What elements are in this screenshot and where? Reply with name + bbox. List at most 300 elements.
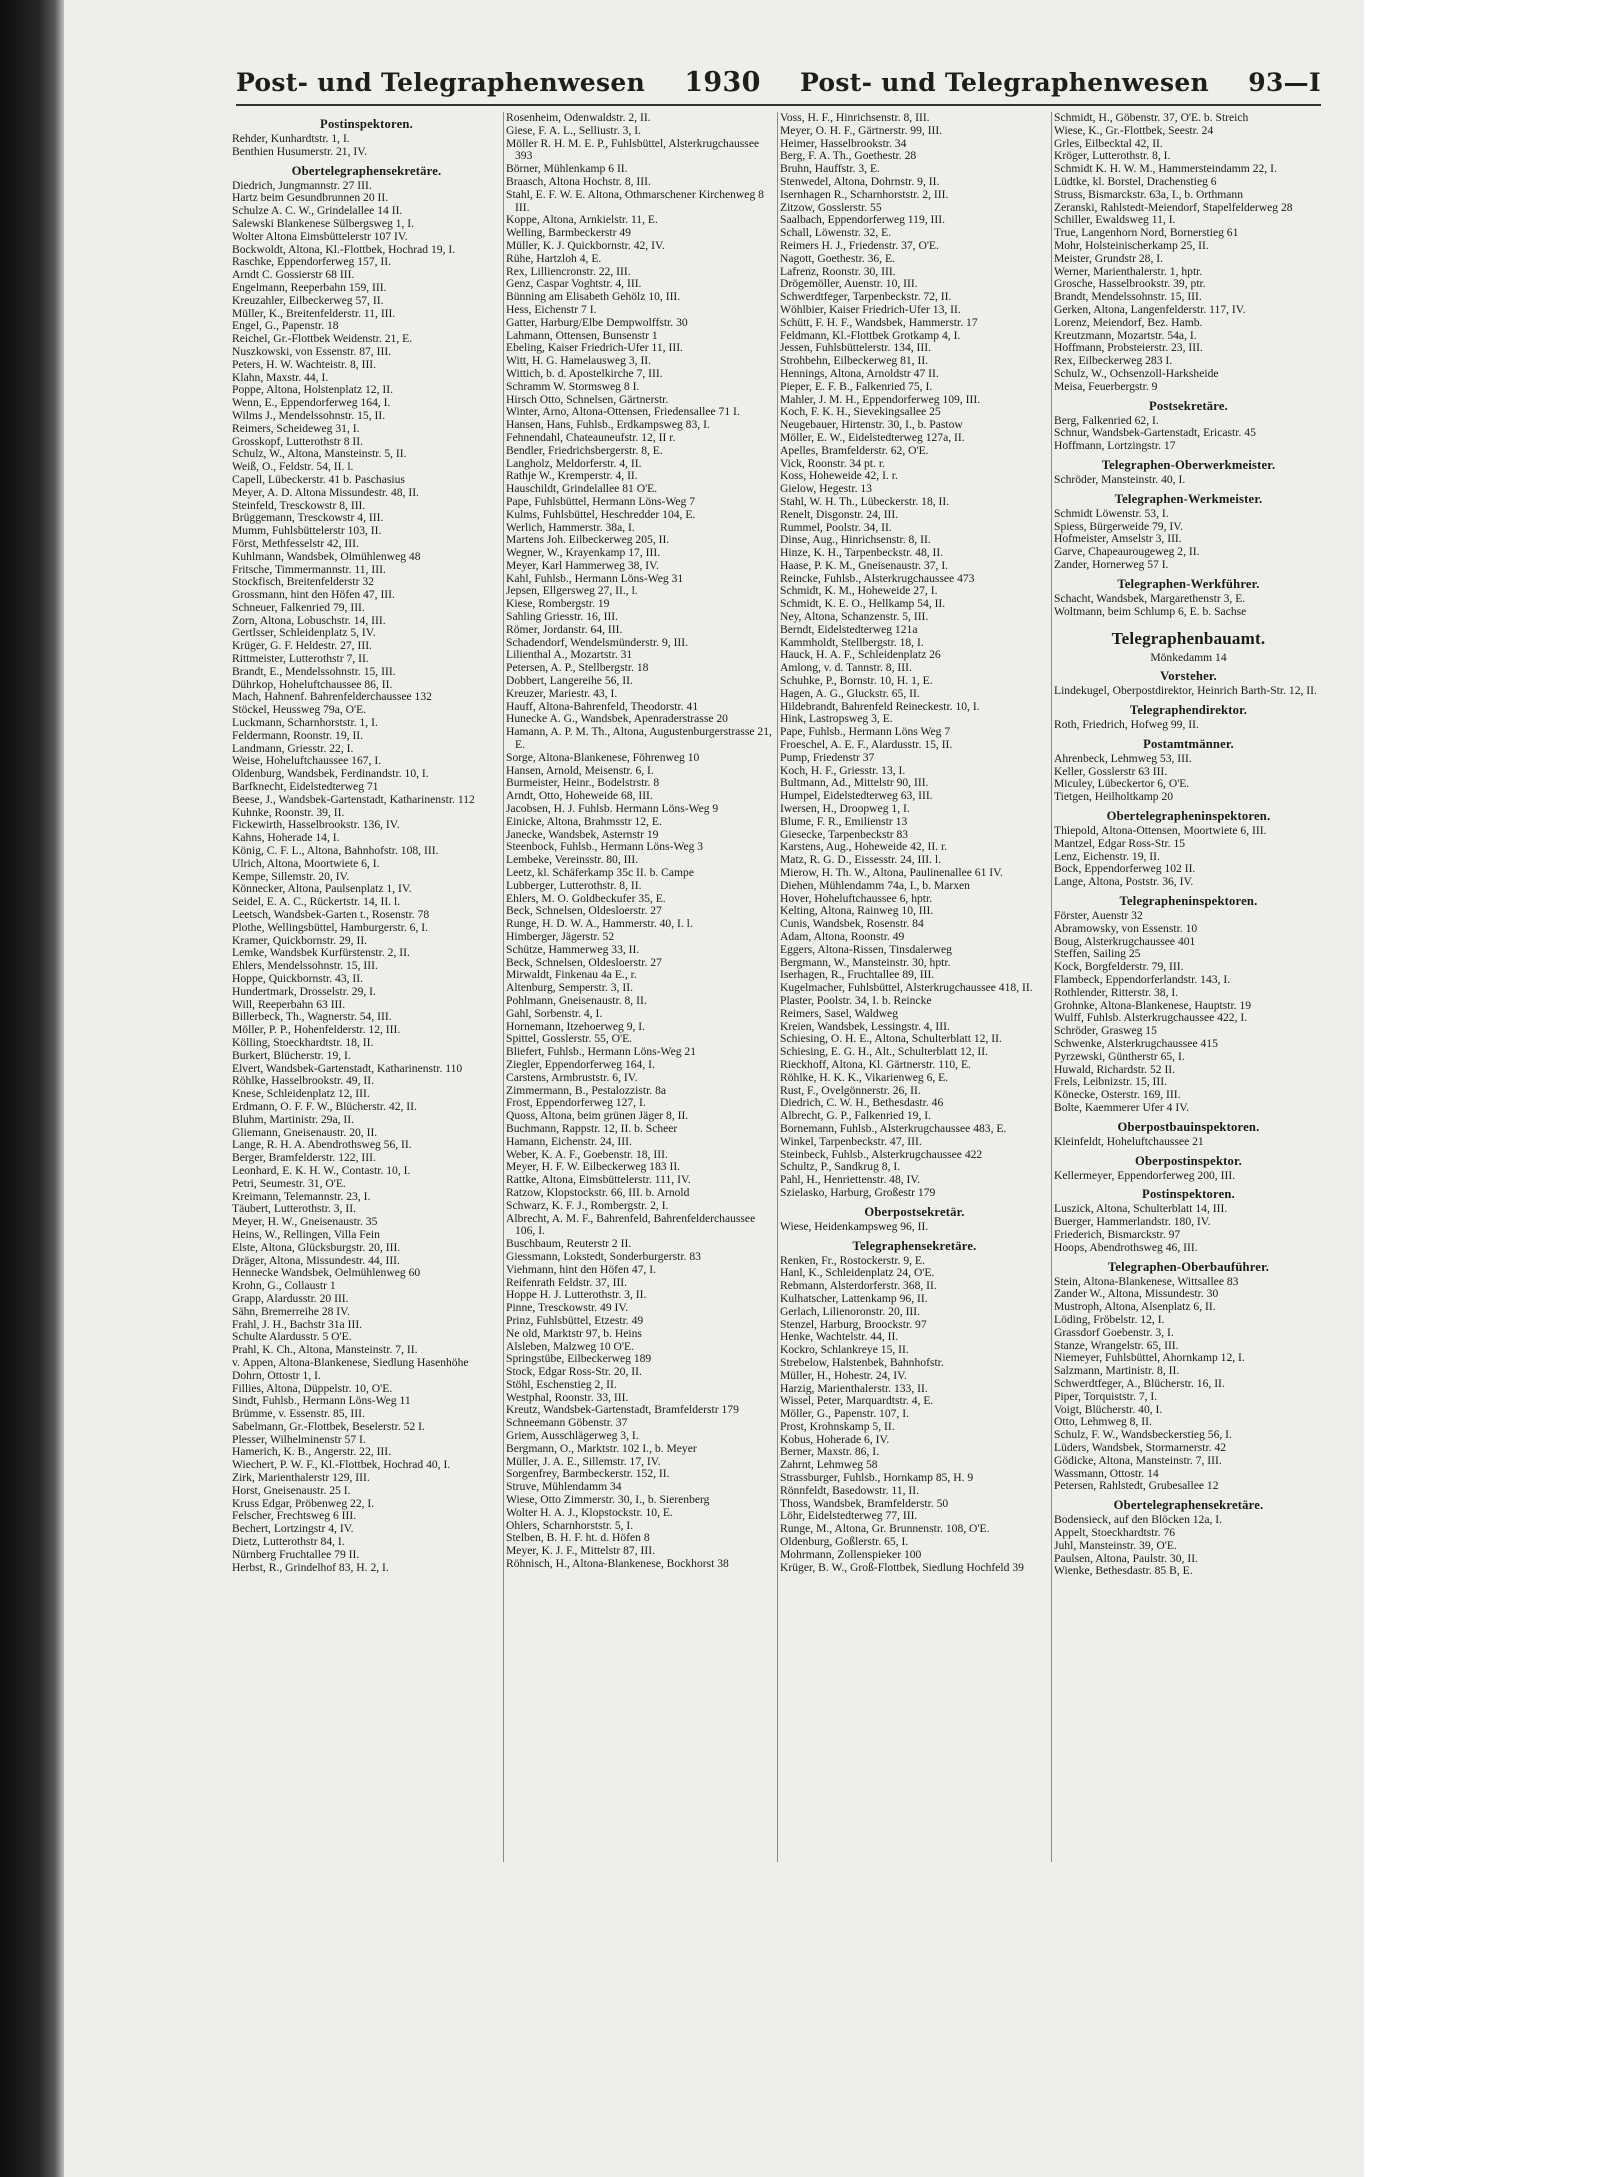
directory-entry: Berndt, Eidelstedterweg 121a (780, 622, 918, 636)
directory-entry: Reimers, Scheideweg 31, I. (232, 421, 360, 435)
directory-entry: Schadendorf, Wendelsmünderstr. 9, III. (506, 635, 689, 649)
directory-entry: Lange, R. H. A. Abendrothsweg 56, II. (232, 1138, 412, 1152)
directory-entry: Kockro, Schlankreye 15, II. (780, 1343, 909, 1357)
directory-entry: Börner, Mühlenkamp 6 II. (506, 162, 628, 176)
directory-entry: Strassburger, Fuhlsb., Hornkamp 85, H. 9 (780, 1471, 974, 1485)
directory-entry: Bruhn, Hauffstr. 3, E. (780, 162, 880, 176)
directory-entry: Renelt, Disgonstr. 24, III. (780, 507, 899, 521)
directory-entry: Oldenburg, Goßlerstr. 65, I. (780, 1535, 909, 1549)
directory-entry: Stöhl, Eschenstieg 2, II. (506, 1377, 617, 1391)
directory-entry: Beese, J., Wandsbek-Gartenstadt, Katharinenstr. 112 (232, 792, 475, 806)
directory-entry: Giessmann, Lokstedt, Sonderburgerstr. 83 (506, 1249, 701, 1263)
directory-entry: Hoppe, Quickbornstr. 43, II. (232, 972, 364, 985)
directory-entry: Brümme, v. Essenstr. 85, III. (232, 1407, 365, 1421)
directory-entry: Krohn, G., Collaustr 1 (232, 1279, 336, 1293)
directory-entry: Stockfisch, Breitenfelderstr 32 (232, 575, 374, 589)
directory-entry: Prahl, K. Ch., Altona, Mansteinstr. 7, II. (232, 1343, 418, 1357)
directory-entry: Hamerich, K. B., Angerstr. 22, III. (232, 1445, 392, 1459)
directory-entry: Nagott, Goethestr. 36, E. (780, 251, 895, 265)
directory-entry: Reifenrath Feldstr. 37, III. (506, 1275, 628, 1289)
directory-entry: Plothe, Wellingsbüttel, Hamburgerstr. 6, I. (232, 920, 429, 934)
directory-entry: Hink, Lastropsweg 3, E. (780, 712, 893, 726)
directory-entry: Meyer, K. J. F., Mittelstr 87, III. (506, 1544, 655, 1558)
directory-entry: Giesecke, Tarpenbeckstr 83 (780, 827, 909, 841)
directory-entry: Schmidt, H., Göbenstr. 37, O'E. b. Streich (1054, 112, 1249, 124)
directory-entry: Friederich, Bismarckstr. 97 (1054, 1228, 1181, 1241)
directory-entry: Rehder, Kunhardtstr. 1, I. (232, 132, 350, 145)
directory-entry: Werlich, Hammerstr. 38a, I. (506, 520, 635, 534)
directory-entry: Bluhm, Martinistr. 29a, II. (232, 1112, 355, 1126)
directory-entry: Wenn, E., Eppendorferweg 164, I. (232, 396, 391, 410)
directory-entry: Koppe, Altona, Arnkielstr. 11, E. (506, 213, 658, 227)
office-address: Mönkedamm 14 (1150, 651, 1227, 665)
directory-entry: Schröder, Mansteinstr. 40, I. (1054, 472, 1186, 486)
directory-entry: Grosche, Hasselbrookstr. 39, ptr. (1054, 277, 1206, 291)
directory-entry: Kreutz, Wandsbek-Gartenstadt, Bramfelderstr 179 (506, 1403, 739, 1417)
directory-entry: Tietgen, Heilholtkamp 20 (1054, 790, 1174, 804)
directory-entry: Giese, F. A. L., Selliustr. 3, I. (506, 123, 641, 137)
directory-entry: Pape, Fuhlsbüttel, Hermann Löns-Weg 7 (506, 494, 696, 508)
directory-entry: Löhr, Eidelstedterweg 77, III. (780, 1509, 918, 1523)
directory-entry: Appelt, Stoeckhardtstr. 76 (1054, 1525, 1176, 1539)
directory-entry: Gerken, Altona, Langenfelderstr. 117, IV. (1054, 302, 1246, 316)
directory-entry: Steenbock, Fuhlsb., Hermann Löns-Weg 3 (506, 840, 704, 854)
directory-entry: Kröger, Lutterothstr. 8, I. (1054, 149, 1171, 163)
directory-entry: Voss, H. F., Hinrichsenstr. 8, III. (780, 112, 930, 124)
directory-entry: Koch, H. F., Griesstr. 13, I. (780, 763, 906, 777)
directory-entry: Stanze, Wrangelstr. 65, III. (1054, 1338, 1179, 1352)
book-binding-edge (0, 0, 64, 2177)
directory-entry: Kramer, Quickbornstr. 29, II. (232, 933, 368, 947)
directory-entry: Leetz, kl. Schäferkamp 35c II. b. Campe (506, 866, 695, 880)
section-heading: Obertelegrapheninspektoren. (1106, 809, 1271, 824)
section-heading: Obertelegraphensekretäre. (1113, 1498, 1264, 1513)
directory-entry: Hagen, A. G., Gluckstr. 65, II. (780, 686, 920, 700)
directory-entry: Runge, H. D. W. A., Hammerstr. 40, I. l. (506, 917, 693, 931)
directory-entry: Ratzow, Klopstockstr. 66, III. b. Arnold (506, 1185, 690, 1199)
directory-column-3 (780, 112, 1049, 1867)
directory-entry: Stelben, B. H. F. ht. d. Höfen 8 (506, 1531, 650, 1545)
directory-entry: Apelles, Bramfelderstr. 62, O'E. (780, 443, 929, 457)
directory-entry: Engel, G., Papenstr. 18 (232, 319, 339, 333)
directory-entry: Viehmann, hint den Höfen 47, I. (506, 1262, 656, 1276)
directory-entry: Winter, Arno, Altona-Ottensen, Friedensallee 71 I. (506, 405, 740, 419)
directory-entry: Wittich, b. d. Apostelkirche 7, III. (506, 366, 663, 380)
directory-entry: Gahl, Sorbenstr. 4, I. (506, 1006, 603, 1020)
directory-entry: Knese, Schleidenplatz 12, III. (232, 1087, 370, 1101)
directory-entry: Billerbeck, Th., Wagnerstr. 54, III. (232, 1010, 392, 1024)
directory-entry: Prinz, Fuhlsbüttel, Etzestr. 49 (506, 1313, 644, 1327)
directory-entry: Schall, Löwenstr. 32, E. (780, 226, 892, 240)
directory-entry: Reincke, Fuhlsb., Alsterkrugchaussee 473 (780, 571, 975, 585)
directory-entry: Ebeling, Kaiser Friedrich-Ufer 11, III. (506, 341, 683, 355)
directory-entry: Horst, Gneisenaustr. 25 I. (232, 1483, 351, 1497)
directory-entry: Salzmann, Martinistr. 8, II. (1054, 1364, 1180, 1378)
directory-entry: Buerger, Hammerlandstr. 180, IV. (1054, 1215, 1211, 1229)
directory-entry: Hartz beim Gesundbrunnen 20 II. (232, 191, 389, 205)
directory-entry: Ehlers, Mendelssohnstr. 15, III. (232, 959, 378, 973)
directory-entry: Sindt, Fuhlsb., Hermann Löns-Weg 11 (232, 1394, 411, 1408)
directory-entry: Dräger, Altona, Missundestr. 44, III. (232, 1253, 400, 1267)
directory-entry: Bolte, Kaemmerer Ufer 4 IV. (1054, 1101, 1189, 1115)
directory-entry: Hanl, K., Schleidenplatz 24, O'E. (780, 1266, 935, 1280)
directory-entry: Luckmann, Scharnhorststr. 1, I. (232, 716, 378, 730)
directory-entry: Mohrmann, Zollenspieker 100 (780, 1547, 922, 1561)
directory-entry: Wulff, Fuhlsb. Alsterkrugchaussee 422, I. (1054, 1011, 1248, 1025)
directory-entry: Frahl, J. H., Bachstr 31a III. (232, 1317, 363, 1331)
directory-entry: Weise, Hoheluftchaussee 167, I. (232, 754, 382, 768)
section-heading: Oberpostsekretär. (864, 1204, 965, 1219)
directory-entry: Froeschel, A. E. F., Alardusstr. 15, II. (780, 738, 953, 752)
directory-entry: Burkert, Blücherstr. 19, I. (232, 1048, 351, 1062)
directory-entry: Bendler, Friedrichsbergerstr. 8, E. (506, 443, 663, 457)
section-heading: Vorsteher. (1160, 669, 1217, 684)
directory-entry: Voigt, Blücherstr. 40, I. (1054, 1402, 1163, 1416)
directory-entry: Schneuer, Falkenried 79, III. (232, 600, 365, 614)
directory-entry: Zimmermann, B., Pestalozzistr. 8a (506, 1083, 667, 1097)
directory-entry: Schiller, Ewaldsweg 11, I. (1054, 213, 1176, 227)
directory-entry: Lembeke, Vereinsstr. 80, III. (506, 853, 639, 867)
directory-entry: Röhlke, H. K. K., Vikarienweg 6, E. (780, 1070, 949, 1084)
directory-entry: Albrecht, A. M. F., Bahrenfeld, Bahrenfelderchaussee 106, I. (506, 1211, 756, 1238)
directory-entry: Rex, Lilliencronstr. 22, III. (506, 264, 631, 278)
directory-entry: Schulz, F. W., Wandsbeckerstieg 56, I. (1054, 1428, 1232, 1442)
directory-entry: Huwald, Richardstr. 52 II. (1054, 1062, 1176, 1076)
directory-entry: Müller, K., Breitenfelderstr. 11, III. (232, 306, 396, 320)
directory-entry: Berg, Falkenried 62, I. (1054, 413, 1159, 427)
directory-entry: Herbst, R., Grindelhof 83, H. 2, I. (232, 1560, 389, 1574)
directory-entry: Zander, Hornerweg 57 I. (1054, 557, 1169, 571)
directory-entry: Meyer, O. H. F., Gärtnerstr. 99, III. (780, 123, 943, 137)
directory-entry: v. Appen, Altona-Blankenese, Siedlung Hasenhöhe (232, 1355, 469, 1369)
directory-entry: Weber, K. A. F., Goebenstr. 18, III. (506, 1147, 668, 1161)
directory-entry: Abramowsky, von Essenstr. 10 (1054, 921, 1198, 935)
directory-entry: Schiesing, O. H. E., Altona, Schulterblatt 12, II. (780, 1032, 1002, 1046)
directory-entry: Plaster, Poolstr. 34, I. b. Reincke (780, 993, 932, 1007)
directory-entry: Schwenke, Alsterkrugchaussee 415 (1054, 1037, 1218, 1051)
directory-entry: Reichel, Gr.-Flottbek Weidenstr. 21, E. (232, 332, 413, 346)
directory-columns (232, 112, 1327, 1867)
directory-entry: Carstens, Armbruststr. 6, IV. (506, 1070, 638, 1084)
directory-entry: Bliefert, Fuhlsb., Hermann Löns-Weg 21 (506, 1045, 697, 1059)
directory-column-4 (1054, 112, 1323, 1867)
directory-entry: Kahns, Hoherade 14, I. (232, 831, 340, 845)
directory-entry: Rothlender, Ritterstr. 38, I. (1054, 985, 1179, 999)
directory-entry: Ulrich, Altona, Moortwiete 6, I. (232, 856, 380, 870)
directory-entry: Gödicke, Altona, Mansteinstr. 7, III. (1054, 1453, 1222, 1467)
directory-entry: Schmidt, K. M., Hoheweide 27, I. (780, 584, 938, 598)
directory-entry: Kreutzmann, Mozartstr. 54a, I. (1054, 328, 1197, 342)
directory-entry: Garve, Chapeaurougeweg 2, II. (1054, 545, 1200, 559)
directory-entry: Stenwedel, Altona, Dohrnstr. 9, II. (780, 174, 940, 188)
section-heading: Oberpostinspektor. (1134, 1153, 1243, 1168)
directory-column-2 (506, 112, 775, 1867)
directory-entry: Schulte Alardusstr. 5 O'E. (232, 1330, 352, 1344)
directory-entry: Lorenz, Meiendorf, Bez. Hamb. (1054, 315, 1203, 329)
directory-entry: Petersen, A. P., Stellbergstr. 18 (506, 661, 649, 675)
directory-entry: Landmann, Griesstr. 22, I. (232, 741, 354, 755)
directory-entry: Stahl, W. H. Th., Lübeckerstr. 18, II. (780, 494, 950, 508)
directory-entry: Renken, Fr., Rostockerstr. 9, E. (780, 1253, 925, 1267)
directory-entry: Kreuzer, Mariestr. 43, I. (506, 686, 618, 700)
directory-entry: Rühe, Hartzloh 4, E. (506, 251, 602, 265)
directory-entry: Mierow, H. Th. W., Altona, Paulinenallee 61 IV. (780, 866, 1003, 880)
directory-entry: Mohr, Holsteinischerkamp 25, II. (1054, 238, 1209, 252)
directory-entry: Hess, Eichenstr 7 I. (506, 302, 597, 316)
directory-entry: Heins, W., Rellingen, Villa Fein (232, 1227, 380, 1241)
directory-entry: Hornemann, Itzehoerweg 9, I. (506, 1019, 646, 1033)
directory-entry: Martens Joh. Eilbeckerweg 205, II. (506, 533, 670, 547)
directory-entry: Rummel, Poolstr. 34, II. (780, 520, 892, 534)
directory-entry: Diehen, Mühlendamm 74a, I., b. Marxen (780, 878, 970, 892)
directory-entry: Grosskopf, Lutterothstr 8 II. (232, 434, 364, 448)
directory-entry: Grossmann, hint den Höfen 47, III. (232, 588, 395, 602)
directory-entry: Brüggemann, Tresckowstr 4, III. (232, 511, 384, 525)
directory-entry: Wöhlbier, Kaiser Friedrich-Ufer 13, II. (780, 302, 961, 316)
directory-entry: Krüger, B. W., Groß-Flottbek, Siedlung Hochfeld 39 (780, 1560, 1024, 1574)
directory-entry: Pinne, Tresckowstr. 49 IV. (506, 1301, 629, 1315)
directory-entry: Elvert, Wandsbek-Gartenstadt, Katharinenstr. 110 (232, 1061, 463, 1075)
directory-column-1 (232, 112, 501, 1867)
directory-entry: Pahl, H., Henriettenstr. 48, IV. (780, 1173, 921, 1187)
directory-entry: Dobbert, Langereihe 56, II. (506, 674, 633, 688)
directory-entry: Barfknecht, Eidelstedterweg 71 (232, 780, 379, 794)
directory-entry: Gerlach, Lilienoronstr. 20, III. (780, 1304, 921, 1318)
directory-entry: Harzig, Marienthalerstr. 133, II. (780, 1381, 928, 1395)
directory-entry: Petersen, Rahlstedt, Grubesallee 12 (1054, 1479, 1219, 1493)
directory-entry: Täubert, Lutterothstr. 3, II. (232, 1202, 356, 1216)
directory-entry: Meyer, A. D. Altona Missundestr. 48, II. (232, 485, 419, 499)
directory-entry: Grassdorf Goebenstr. 3, I. (1054, 1325, 1174, 1339)
directory-entry: Iserhagen, R., Fruchtallee 89, III. (780, 968, 935, 982)
section-heading: Oberpostbauinspektoren. (1117, 1119, 1260, 1134)
directory-entry: Piper, Torquiststr. 7, I. (1054, 1389, 1158, 1403)
office-heading: Telegraphenbauamt. (1111, 629, 1266, 649)
directory-entry: Wassmann, Ottostr. 14 (1054, 1466, 1159, 1480)
directory-entry: Rathje W., Kremperstr. 4, II. (506, 469, 638, 483)
directory-entry: Grohnke, Altona-Blankenese, Hauptstr. 19 (1054, 998, 1252, 1012)
directory-entry: Fickewirth, Hasselbrookstr. 136, IV. (232, 818, 400, 832)
directory-entry: Einicke, Altona, Brahmsstr 12, E. (506, 814, 662, 828)
directory-entry: Reimers H. J., Friedenstr. 37, O'E. (780, 238, 939, 252)
directory-entry: Zander W., Altona, Missundestr. 30 (1054, 1287, 1219, 1301)
directory-entry: Wiechert, P. W. F., Kl.-Flottbek, Hochrad 40, I. (232, 1458, 451, 1472)
directory-entry: Kuhnke, Roonstr. 39, II. (232, 805, 345, 819)
directory-entry: Boug, Alsterkrugchaussee 401 (1054, 934, 1196, 948)
directory-entry: Kreimann, Telemannstr. 23, I. (232, 1189, 371, 1203)
directory-entry: Elste, Altona, Glücksburgstr. 20, III. (232, 1240, 401, 1254)
directory-entry: Blume, F. R., Emilienstr 13 (780, 814, 908, 828)
directory-entry: Sorge, Altona-Blankenese, Föhrenweg 10 (506, 750, 700, 764)
directory-entry: Först, Methfesselstr 42, III. (232, 536, 359, 550)
directory-entry: Röhnisch, H., Altona-Blankenese, Bockhorst 38 (506, 1557, 729, 1571)
directory-entry: Lemke, Wandsbek Kurfürstenstr. 2, II. (232, 946, 410, 960)
directory-entry: Fritsche, Timmermannstr. 11, III. (232, 562, 386, 576)
directory-entry: Hofmeister, Amselstr 3, III. (1054, 532, 1182, 546)
directory-entry: Paulsen, Altona, Paulstr. 30, II. (1054, 1551, 1198, 1565)
directory-entry: Capell, Lübeckerstr. 41 b. Paschasius (232, 472, 405, 486)
directory-entry: Gielow, Hegestr. 13 (780, 482, 872, 496)
directory-entry: Bultmann, Ad., Mittelstr 90, III. (780, 776, 929, 790)
column-divider (1051, 112, 1052, 1862)
directory-entry: Hildebrandt, Bahrenfeld Reineckestr. 10, I. (780, 699, 980, 713)
directory-entry: Mantzel, Edgar Ross-Str. 15 (1054, 836, 1186, 850)
directory-entry: Kreuzahler, Eilbeckerweg 57, II. (232, 293, 384, 307)
directory-entry: Engelmann, Reeperbahn 159, III. (232, 280, 387, 294)
directory-entry: Juhl, Mansteinstr. 39, O'E. (1054, 1538, 1177, 1552)
directory-entry: Mirwaldt, Finkenau 4a E., r. (506, 968, 637, 982)
directory-entry: Berg, F. A. Th., Goethestr. 28 (780, 149, 917, 163)
directory-entry: Wilms J., Mendelssohnstr. 15, II. (232, 408, 386, 422)
directory-entry: Arndt, Otto, Hoheweide 68, III. (506, 789, 653, 803)
directory-entry: Lenz, Eichenstr. 19, II. (1054, 849, 1160, 863)
directory-entry: Wolter H. A. J., Klopstockstr. 10, E. (506, 1505, 673, 1519)
directory-entry: Bornemann, Fuhlsb., Alsterkrugchaussee 483, E. (780, 1121, 1007, 1135)
directory-entry: Könnecker, Altona, Paulsenplatz 1, IV. (232, 882, 412, 896)
directory-entry: Flambeck, Eppendorferlandstr. 143, I. (1054, 973, 1231, 987)
section-heading: Postamtmänner. (1143, 736, 1234, 751)
directory-entry: Hauschildt, Grindelallee 81 O'E. (506, 482, 658, 496)
directory-entry: Strohbehn, Eilbeckerweg 81, II. (780, 354, 929, 368)
directory-entry: Stein, Altona-Blankenese, Wittsallee 83 (1054, 1274, 1239, 1288)
directory-entry: Schultz, P., Sandkrug 8, I. (780, 1160, 901, 1174)
section-heading: Telegraphen-Oberwerkmeister. (1101, 457, 1276, 472)
directory-entry: Frels, Leibnizstr. 15, III. (1054, 1075, 1168, 1089)
directory-entry: Thoss, Wandsbek, Bramfelderstr. 50 (780, 1496, 949, 1510)
directory-entry: Neugebauer, Hirtenstr. 30, I., b. Pastow (780, 418, 963, 432)
directory-entry: Pump, Friedenstr 37 (780, 750, 875, 764)
section-heading: Postsekretäre. (1149, 398, 1228, 413)
directory-entry: Brandt, Mendelssohnstr. 15, III. (1054, 290, 1202, 304)
directory-entry: Petri, Seumestr. 31, O'E. (232, 1176, 346, 1190)
directory-entry: Möller R. H. M. E. P., Fuhlsbüttel, Alsterkrugchaussee 393 (506, 136, 760, 163)
directory-entry: Berner, Maxstr. 86, I. (780, 1445, 880, 1459)
directory-entry: Zorn, Altona, Lobuschstr. 14, III. (232, 613, 386, 627)
directory-entry: Sorgenfrey, Barmbeckerstr. 152, II. (506, 1467, 670, 1481)
directory-entry: Haase, P. K. M., Gneisenaustr. 37, I. (780, 558, 949, 572)
directory-entry: Salewski Blankenese Sülbergsweg 1, I. (232, 216, 415, 230)
directory-entry: Meister, Grundstr 28, I. (1054, 251, 1164, 265)
directory-entry: Steffen, Sailing 25 (1054, 947, 1141, 961)
directory-entry: Kulhatscher, Lattenkamp 96, II. (780, 1291, 928, 1305)
directory-entry: Cunis, Wandsbek, Rosenstr. 84 (780, 917, 924, 931)
directory-entry: Henke, Wachtelstr. 44, II. (780, 1330, 899, 1344)
directory-entry: Lüders, Wandsbek, Stormarnerstr. 42 (1054, 1440, 1227, 1454)
directory-entry: Kempe, Sillemstr. 20, IV. (232, 869, 350, 883)
directory-entry: Himberger, Jägerstr. 52 (506, 930, 615, 943)
directory-entry: Rust, F., Ovelgönnerstr. 26, II. (780, 1083, 921, 1097)
directory-entry: Kruss Edgar, Pröbenweg 22, I. (232, 1496, 375, 1510)
directory-entry: Humpel, Eidelstedterweg 63, III. (780, 789, 933, 803)
directory-entry: Zeranski, Rahlstedt-Meiendorf, Stapelfelderweg 28 (1054, 200, 1293, 214)
directory-entry: Ziegler, Eppendorferweg 164, I. (506, 1057, 655, 1071)
directory-entry: Lange, Altona, Poststr. 36, IV. (1054, 875, 1194, 889)
directory-entry: Dohrn, Ottostr 1, I. (232, 1368, 321, 1382)
directory-entry: Lafrenz, Roonstr. 30, III. (780, 264, 896, 278)
directory-entry: Mustroph, Altona, Alsenplatz 6, II. (1054, 1300, 1216, 1314)
directory-entry: Zirk, Marienthalerstr 129, III. (232, 1471, 370, 1485)
directory-entry: Kugelmacher, Fuhlsbüttel, Alsterkrugchaussee 418, II. (780, 981, 1033, 995)
directory-entry: Burmeister, Heinr., Bodelstrstr. 8 (506, 776, 660, 790)
directory-entry: Röhlke, Hasselbrookstr. 49, II. (232, 1074, 375, 1088)
directory-entry: Ne old, Marktstr 97, b. Heins (506, 1326, 642, 1340)
directory-entry: Griem, Ausschlägerweg 3, I. (506, 1429, 639, 1443)
directory-entry: Steinfeld, Tresckowstr 8, III. (232, 498, 366, 512)
directory-entry: Niemeyer, Fuhlsbüttel, Ahornkamp 12, I. (1054, 1351, 1245, 1365)
directory-entry: Sabelmann, Gr.-Flottbek, Beselerstr. 52 I. (232, 1419, 425, 1433)
directory-entry: Seidel, E. A. C., Rückertstr. 14, II. l. (232, 895, 401, 909)
directory-entry: Rebmann, Alsterdorferstr. 368, II. (780, 1279, 937, 1293)
directory-entry: Meyer, H. F. W. Eilbeckerweg 183 II. (506, 1160, 681, 1174)
directory-entry: Grles, Eilbecktal 42, II. (1054, 136, 1163, 150)
directory-entry: Schiesing, E. G. H., Alt., Schulterblatt 12, II. (780, 1045, 989, 1059)
directory-entry: Diedrich, Jungmannstr. 27 III. (232, 178, 372, 192)
directory-entry: Schmidt, K. E. O., Hellkamp 54, II. (780, 597, 946, 611)
directory-entry: Leetsch, Wandsbek-Garten t., Rosenstr. 78 (232, 908, 430, 922)
directory-entry: Strebelow, Halstenbek, Bahnhofstr. (780, 1355, 944, 1369)
directory-entry: Plesser, Wilhelminenstr 57 I. (232, 1432, 366, 1446)
directory-entry: Springstübe, Eilbeckerweg 189 (506, 1352, 652, 1366)
column-divider (503, 112, 504, 1862)
directory-entry: Welling, Barmbeckerstr 49 (506, 226, 631, 240)
directory-entry: Schuhke, P., Bornstr. 10, H. 1, E. (780, 674, 933, 688)
directory-entry: Klahn, Maxstr. 44, I. (232, 370, 329, 384)
directory-entry: Zahrnt, Lehmweg 58 (780, 1458, 878, 1472)
directory-entry: Müller, H., Hohestr. 24, IV. (780, 1368, 907, 1382)
directory-entry: Spittel, Gosslerstr. 55, O'E. (506, 1032, 633, 1046)
directory-entry: Leonhard, E. K. H. W., Contastr. 10, I. (232, 1163, 411, 1177)
section-heading: Postinspektoren. (1142, 1187, 1235, 1202)
directory-entry: Jacobsen, H. J. Fuhlsb. Hermann Löns-Weg 9 (506, 802, 719, 816)
directory-entry: Stenzel, Harburg, Broockstr. 97 (780, 1317, 927, 1331)
directory-entry: Hamann, Eichenstr. 24, III. (506, 1134, 632, 1148)
header-left-title: Post- und Telegraphenwesen (236, 67, 646, 97)
directory-entry: Steinbeck, Fuhlsb., Alsterkrugchaussee 422 (780, 1147, 983, 1161)
directory-entry: Lilienthal A., Mozartstr. 31 (506, 648, 633, 662)
directory-entry: Kock, Borgfelderstr. 79, III. (1054, 960, 1184, 974)
directory-entry: Kulms, Fuhlsbüttel, Heschredder 104, E. (506, 507, 696, 521)
directory-entry: Löding, Fröbelstr. 12, I. (1054, 1312, 1165, 1326)
directory-entry: Dührkop, Hoheluftchaussee 86, II. (232, 677, 393, 691)
directory-entry: Wiese, K., Gr.-Flottbek, Seestr. 24 (1054, 123, 1214, 137)
directory-entry: Miculey, Lübeckertor 6, O'E. (1054, 777, 1190, 791)
directory-entry: Schwarz, K. F. J., Rombergstr. 2, I. (506, 1198, 669, 1212)
directory-entry: Frost, Eppendorferweg 127, I. (506, 1096, 646, 1110)
directory-entry: Drögemöller, Auenstr. 10, III. (780, 277, 918, 291)
directory-entry: Kreien, Wandsbek, Lessingstr. 4, III. (780, 1019, 950, 1033)
directory-entry: Kleinfeldt, Hoheluftchaussee 21 (1054, 1134, 1204, 1148)
directory-entry: Buschbaum, Reuterstr 2 II. (506, 1237, 632, 1251)
directory-entry: Kellermeyer, Eppendorferweg 200, III. (1054, 1168, 1236, 1182)
header-rule (236, 104, 1321, 106)
directory-entry: Hansen, Hans, Fuhlsb., Erdkampsweg 83, I. (506, 418, 710, 432)
directory-entry: Lüdtke, kl. Borstel, Drachenstieg 6 (1054, 174, 1217, 188)
directory-entry: Lindekugel, Oberpostdirektor, Heinrich Barth-Str. 12, II. (1054, 684, 1317, 698)
directory-entry: Wiese, Otto Zimmerstr. 30, I., b. Sierenberg (506, 1493, 710, 1507)
directory-entry: Kammholdt, Stellbergstr. 18, I. (780, 635, 924, 649)
directory-entry: Adam, Altona, Roonstr. 49 (780, 930, 905, 943)
directory-entry: Roth, Friedrich, Hofweg 99, II. (1054, 718, 1199, 732)
directory-entry: Mumm, Fuhlsbüttelerstr 103, II. (232, 524, 382, 538)
directory-entry: Hunecke A. G., Wandsbek, Apenraderstrasse 20 (506, 712, 728, 726)
directory-entry: Hundertmark, Drosselstr. 29, I. (232, 984, 376, 998)
directory-entry: Hamann, A. P. M. Th., Altona, Augustenburgerstrasse 21, E. (506, 725, 772, 752)
directory-entry: König, C. F. L., Altona, Bahnhofstr. 108, III. (232, 844, 439, 858)
directory-entry: Dinse, Aug., Hinrichsenstr. 8, II. (780, 533, 931, 547)
section-heading: Telegraphendirektor. (1129, 703, 1248, 718)
directory-entry: Berger, Bramfelderstr. 122, III. (232, 1151, 376, 1165)
directory-entry: Möller, P. P., Hohenfelderstr. 12, III. (232, 1023, 401, 1037)
